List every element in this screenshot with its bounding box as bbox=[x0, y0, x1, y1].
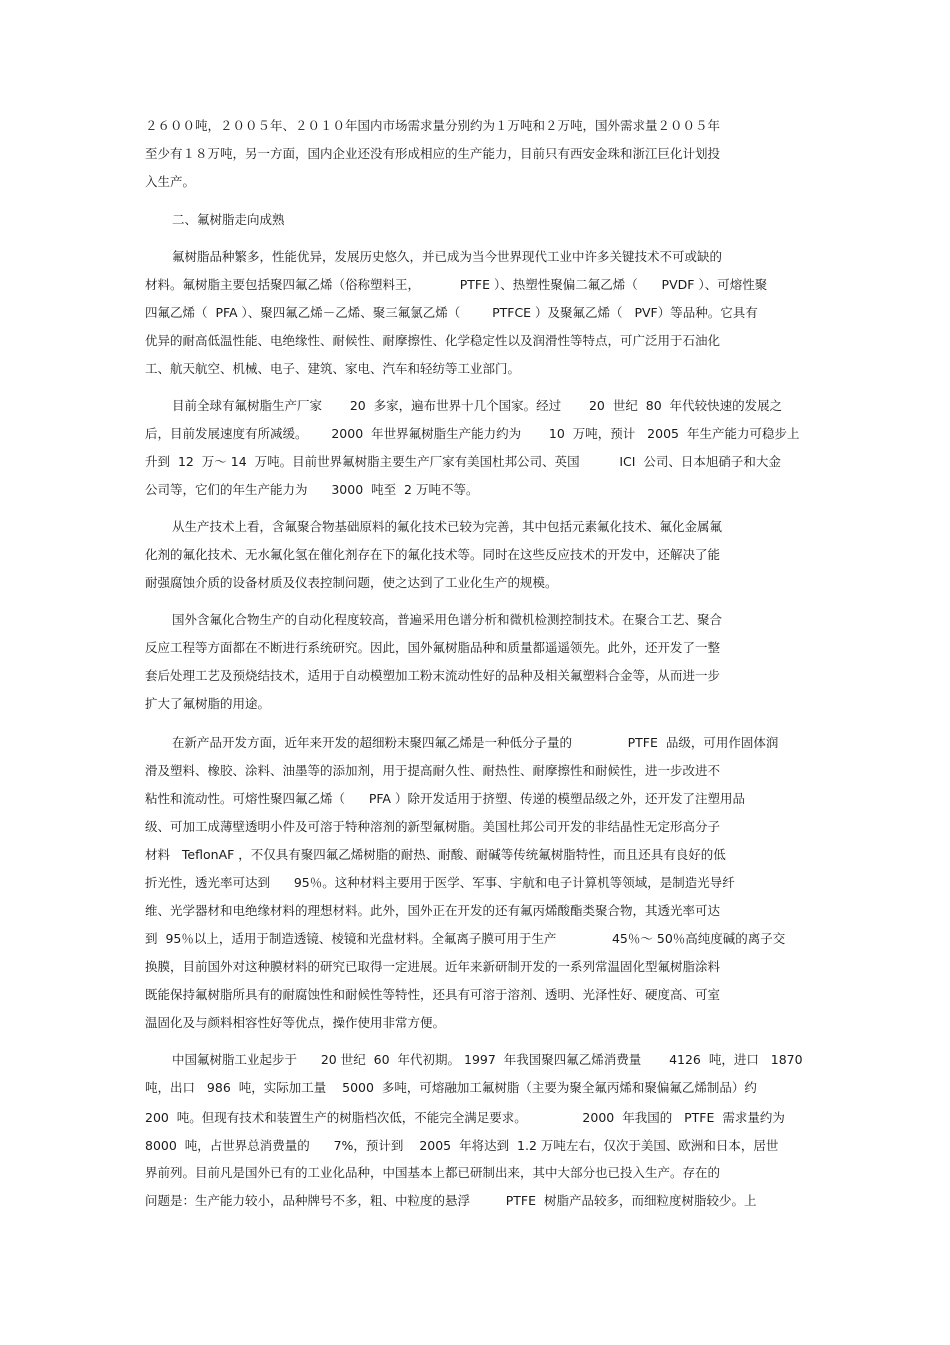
text-line: 界前列。目前凡是国外已有的工业化品种，中国基本上都已研制出来，其中大部分也已投入生产。存在的 bbox=[145, 1165, 721, 1180]
text-line: ２６００吨，２００５年、２０１０年国内市场需求量分别约为１万吨和２万吨，国外需求量２００５年 bbox=[145, 118, 721, 133]
text-line: 扩大了氟树脂的用途。 bbox=[145, 696, 271, 711]
text-line: 材料。氟树脂主要包括聚四氟乙烯（俗称塑料王， PTFE ）、热塑性聚偏二氟乙烯（ PVDF ）、可熔性聚 bbox=[145, 277, 768, 292]
text-line: 换膜，目前国外对这种膜材料的研究已取得一定进展。近年来新研制开发的一系列常温固化型氟树脂涂料 bbox=[145, 959, 721, 974]
text-line: 后，目前发展速度有所减缓。 2000 年世界氟树脂生产能力约为 10 万吨，预计 2005 年生产能力可稳步上 bbox=[145, 426, 800, 441]
text-line: 升到 12 万～ 14 万吨。目前世界氟树脂主要生产厂家有美国杜邦公司、英国 ICI 公司、日本旭硝子和大金 bbox=[145, 454, 781, 469]
text-line: 套后处理工艺及预烧结技术，适用于自动模塑加工粉末流动性好的品种及相关氟塑料合金等，从而进一步 bbox=[145, 668, 721, 683]
text-line: 目前全球有氟树脂生产厂家 20 多家，遍布世界十几个国家。经过 20 世纪 80 年代较快速的发展之 bbox=[172, 398, 783, 413]
text-line: 既能保持氟树脂所具有的耐腐蚀性和耐候性等特性，还具有可溶于溶剂、透明、光泽性好、硬度高、可室 bbox=[145, 987, 721, 1002]
text-line: 粘性和流动性。可熔性聚四氟乙烯（ PFA ）除开发适用于挤塑、传递的模塑品级之外，还开发了注塑用品 bbox=[145, 791, 745, 806]
text-line: 中国氟树脂工业起步于 20 世纪 60 年代初期。 1997 年我国聚四氟乙烯消费量 4126 吨，进口 1870 bbox=[172, 1052, 803, 1067]
text-line: 化剂的氟化技术、无水氟化氢在催化剂存在下的氟化技术等。同时在这些反应技术的开发中，还解决了能 bbox=[145, 547, 721, 562]
text-line: 200 吨。但现有技术和装置生产的树脂档次低，不能完全满足要求。 2000 年我国的 PTFE 需求量约为 bbox=[145, 1110, 785, 1125]
text-line: 工、航天航空、机械、电子、建筑、家电、汽车和轻纺等工业部门。 bbox=[145, 361, 521, 376]
text-line: 滑及塑料、橡胶、涂料、油墨等的添加剂，用于提高耐久性、耐热性、耐摩擦性和耐候性，进一步改进不 bbox=[145, 763, 721, 778]
text-line: 氟树脂品种繁多，性能优异，发展历史悠久，并已成为当今世界现代工业中许多关键技术不可或缺的 bbox=[172, 249, 723, 264]
text-line: 四氟乙烯（ PFA ）、聚四氟乙烯－乙烯、聚三氟氯乙烯（ PTFCE ）及聚氟乙烯（ PVF）等品种。它具有 bbox=[145, 305, 758, 320]
text-line: 入生产。 bbox=[145, 174, 196, 189]
text-line: 材料 TeflonAF ，不仅具有聚四氟乙烯树脂的耐热、耐酸、耐碱等传统氟树脂特性，而且还具有良好的低 bbox=[145, 847, 726, 862]
text-line: 在新产品开发方面，近年来开发的超细粉末聚四氟乙烯是一种低分子量的 PTFE 品级，可用作固体润 bbox=[172, 735, 779, 750]
text-line: 至少有１８万吨，另一方面，国内企业还没有形成相应的生产能力，目前只有西安金珠和浙江巨化计划投 bbox=[145, 146, 721, 161]
text-line: 8000 吨，占世界总消费量的 7%，预计到 2005 年将达到 1.2 万吨左右，仅次于美国、欧洲和日本，居世 bbox=[145, 1138, 779, 1153]
text-line: 折光性，透光率可达到 95％。这种材料主要用于医学、军事、宇航和电子计算机等领域，是制造光导纤 bbox=[145, 875, 735, 890]
text-line: 耐强腐蚀介质的设备材质及仪表控制问题，使之达到了工业化生产的规模。 bbox=[145, 575, 558, 590]
text-line: 维、光学器材和电绝缘材料的理想材料。此外，国外正在开发的还有氟丙烯酸酯类聚合物，其透光率可达 bbox=[145, 903, 721, 918]
text-line: 问题是：生产能力较小，品种牌号不多，粗、中粒度的悬浮 PTFE 树脂产品较多，而细粒度树脂较少。上 bbox=[145, 1193, 757, 1208]
text-line: 公司等，它们的年生产能力为 3000 吨至 2 万吨不等。 bbox=[145, 482, 479, 497]
text-line: 反应工程等方面都在不断进行系统研究。因此，国外氟树脂品种和质量都遥遥领先。此外，还开发了一整 bbox=[145, 640, 721, 655]
text-line: 吨，出口 986 吨，实际加工量 5000 多吨，可熔融加工氟树脂（主要为聚全氟丙烯和聚偏氟乙烯制品）约 bbox=[145, 1080, 757, 1095]
section-heading: 二、氟树脂走向成熟 bbox=[172, 212, 285, 227]
text-line: 到 95％以上，适用于制造透镜、棱镜和光盘材料。全氟离子膜可用于生产 45％～ 50％高纯度碱的离子交 bbox=[145, 931, 786, 946]
text-line: 优异的耐高低温性能、电绝缘性、耐候性、耐摩擦性、化学稳定性以及润滑性等特点，可广泛用于石油化 bbox=[145, 333, 721, 348]
text-line: 从生产技术上看，含氟聚合物基础原料的氟化技术已较为完善，其中包括元素氟化技术、氟化金属氟 bbox=[172, 519, 723, 534]
text-line: 温固化及与颜料相容性好等优点，操作使用非常方便。 bbox=[145, 1015, 446, 1030]
text-line: 国外含氟化合物生产的自动化程度较高，普遍采用色谱分析和微机检测控制技术。在聚合工艺、聚合 bbox=[172, 612, 723, 627]
text-line: 级、可加工成薄壁透明小件及可溶于特种溶剂的新型氟树脂。美国杜邦公司开发的非结晶性无定形高分子 bbox=[145, 819, 721, 834]
